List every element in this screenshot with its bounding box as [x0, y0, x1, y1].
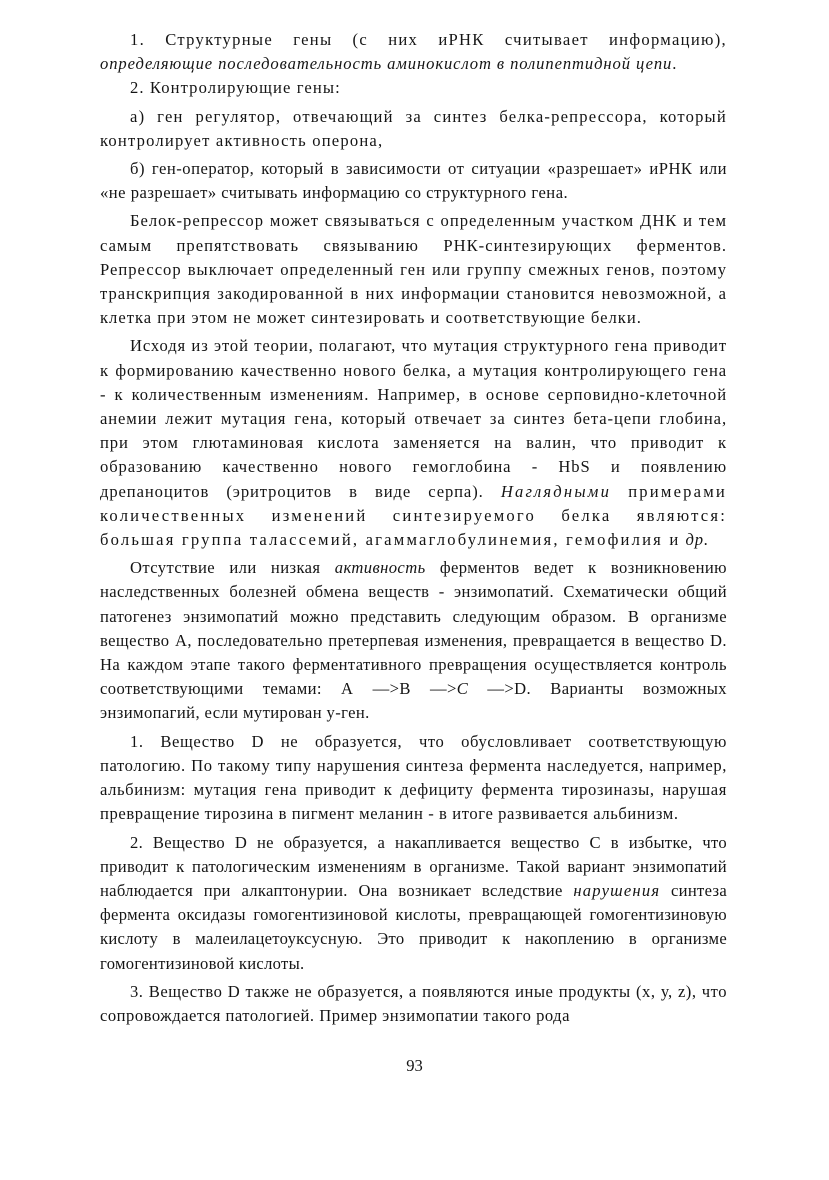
emphasis-text: активность [334, 558, 426, 578]
emphasis-text: нарушения [573, 880, 661, 900]
emphasis-text: Наглядными [500, 481, 612, 501]
paragraph-repressor: Белок-репрессор может связываться с определенным участком ДНК и тем самым препятствовать связыванию РНК-синтезирующих ферментов. Репрессор выключает определенный ген или группу смежных генов, поэтому транскрипция закодированной в них информации становится невозможной, а клетка при этом не может синтезировать и соответствующие белки. [100, 211, 727, 328]
emphasis-text: определяющие последовательность аминокислот в полипептидной цепи [100, 54, 673, 74]
emphasis-text: С [456, 679, 469, 699]
paragraph-regulator-gene: а) ген регулятор, отвечающий за синтез белка-репрессора, который контролирует активность оперона, [100, 106, 727, 150]
paragraph-structural-genes [100, 28, 727, 76]
text: —>В —> [372, 679, 457, 699]
paragraph-operator-gene: б) ген-оператор, который в зависимости от ситуации «разрешает» иРНК или «не разрешает» считывать информацию со структурного гена. [100, 159, 727, 203]
page-body [100, 28, 727, 1028]
paragraph-control-genes: 2. Контролирующие гены: [130, 78, 341, 98]
text: 1. Структурные гены (с них иРНК считывает информацию), [130, 30, 727, 49]
text: Исходя из этой теории, полагают, что мутация структурного гена приводит к формированию качественно нового белка, а мутация контролирующего гена - к количественным изменениям. Например, в основе серповидно-клеточной анемии лежит мутация гена, который отвечает за синтез бета-цепи глобина, при этом глютаминовая кислота заменяется на валин, что приводит к образованию качественно нового гемоглобина - HbS и появлению дрепаноцитов (эритроцитов в виде серпа). [100, 336, 727, 501]
text: синтеза фермента оксидазы гомогентизиновой кислоты, превращающей гомогентизиновую кислоту в малеилацетоуксусную. Это приводит к накоплению в организме гомогентизиновой кислоты. [100, 880, 727, 973]
paragraph-variant-2 [100, 831, 727, 976]
text: 2. Вещество D не образуется, а накапливается вещество С в избытке, что приводит к патологическим изменениям в организме. Такой вариант энзимопатий наблюдается при алкаптонурии. Она возникает вследствие [100, 832, 727, 900]
paragraph-variant-3: 3. Вещество D также не образуется, а появляются иные продукты (х, у, z), что сопровождается патологией. Пример энзимопатии такого рода [100, 981, 727, 1025]
text: —>D. Варианты возможных энзимопагий, если мутирован у-ген. [100, 679, 727, 723]
emphasis-text: др. [685, 530, 710, 550]
paragraph-variant-1: 1. Вещество D не образуется, что обусловливает соответствующую патологию. По такому типу нарушения синтеза фермента наследуется, например, альбинизм: мутация гена приводит к дефициту фермента тирозиназы, нарушая превращение тирозина в пигмент меланин - в итоге развивается альбинизм. [100, 731, 727, 824]
paragraph-enzymopathies [100, 556, 727, 725]
text: Отсутствие или низкая [130, 558, 321, 578]
text: . [672, 54, 678, 74]
text: примерами количественных изменений синтезируемого белка являются: большая группа талассемий, агаммаглобулинемия, гемофилия и [100, 481, 727, 550]
text: ферментов ведет к возникновению наследственных болезней обмена веществ - энзимопатий. Схематически общий патогенез энзимопатий можно представить следующим образом. В организме вещество А, последовательно претерпевая изменения, превращается в вещество D. На каждом этапе такого ферментативного превращения осуществляется контроль соответствующими темами: А [100, 558, 727, 699]
paragraph-mutation-theory [100, 334, 727, 552]
page-number: 93 [406, 1056, 423, 1075]
